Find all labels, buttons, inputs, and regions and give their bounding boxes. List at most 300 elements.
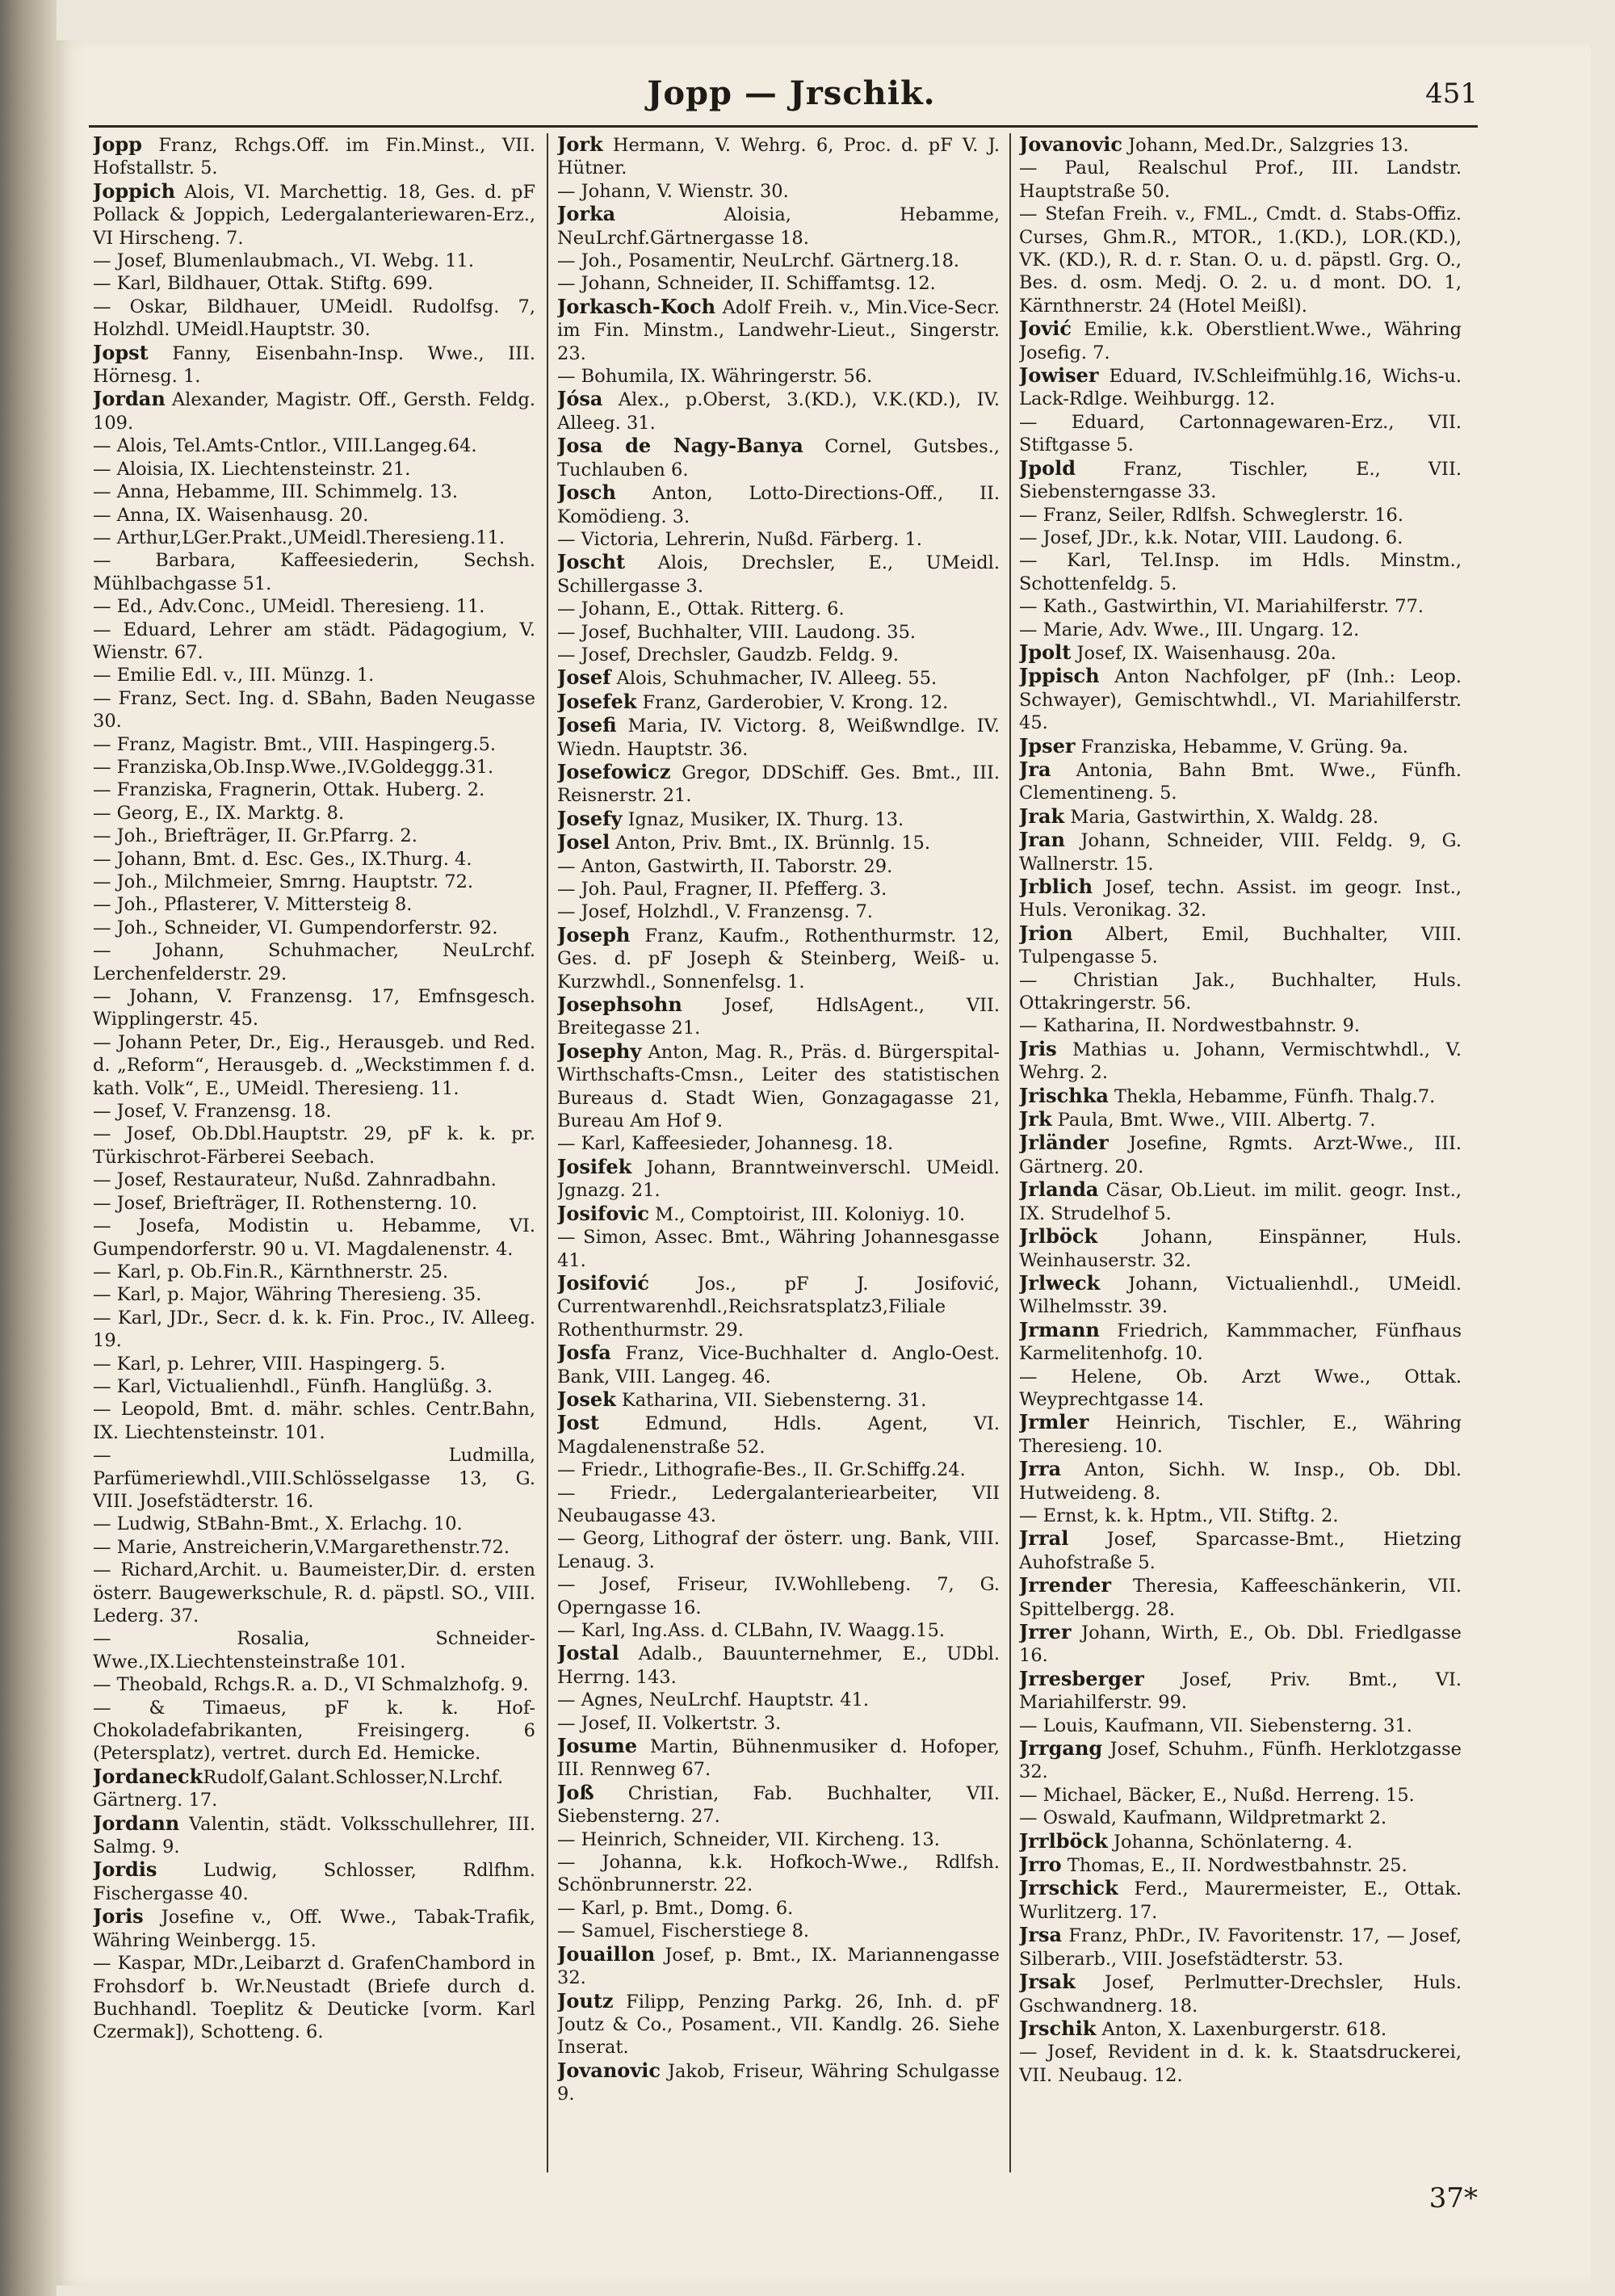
entry-details: — Karl, Bildhauer, Ottak. Stiftg. 699. [93,273,434,295]
directory-entry [557,690,1000,714]
entry-surname: Josefowicz [557,759,671,783]
entry-details: — Josef, Holzhdl., V. Franzensg. 7. [557,901,873,923]
entry-details: — Marie, Adv. Wwe., III. Ungarg. 12. [1019,619,1360,640]
entry-details: Antonia, Bahn Bmt. Wwe., Fünfh. Clementineng. 5. [1019,759,1462,804]
entry-details: — Karl, Tel.Insp. im Hdls. Minstm., Schottenfeldg. 5. [1019,550,1462,594]
entry-details: — Oswald, Kaufmann, Wildpretmarkt 2. [1019,1807,1387,1829]
directory-entry [93,756,535,779]
entry-details: Franz, Garderobier, V. Krong. 12. [636,691,949,713]
directory-entry [1019,549,1462,595]
entry-details: — Katharina, II. Nordwestbahnstr. 9. [1019,1015,1361,1037]
directory-entry [1019,133,1462,157]
directory-entry [557,1226,1000,1272]
directory-entry [557,1388,1000,1412]
entry-details: Anton, Priv. Bmt., IX. Brünnlg. 15. [610,833,931,854]
entry-details: — Karl, p. Major, Währing Theresieng. 35. [93,1284,482,1306]
directory-entry [93,549,535,595]
entry-surname: Jordan [93,387,166,411]
directory-entry [93,180,535,250]
entry-details: Johanna, Schönlaterng. 4. [1107,1831,1353,1853]
entry-details: — Josef, Friseur, IV.Wohllebeng. 7, G. Operngasse 16. [557,1574,1000,1618]
directory-entry [93,1697,535,1765]
entry-details: — Ludmilla, Parfümeriewhdl.,VIII.Schlösselgasse 13, G. VIII. Josefstädterstr. 16. [93,1445,535,1512]
entry-details: — Franziska, Fragnerin, Ottak. Huberg. 2. [93,779,485,801]
entry-surname: Jrral [1019,1526,1069,1551]
directory-entry [93,1100,535,1123]
directory-entry [1019,1715,1462,1737]
entry-details: — Franz, Sect. Ing. d. SBahn, Baden Neugasse 30. [93,687,535,732]
entry-surname: Josefi [557,713,617,737]
entry-details: — Johann, E., Ottak. Ritterg. 6. [557,598,845,620]
entry-surname: Jordis [93,1857,157,1882]
entry-surname: Jork [557,133,603,156]
entry-details: — Aloisia, IX. Liechtensteinstr. 21. [93,458,411,480]
entry-surname: Jovanovic [1019,133,1122,156]
page-number: 451 [1425,78,1478,110]
entry-details: Franziska, Hebamme, V. Grüng. 9a. [1075,736,1408,758]
directory-entry [557,481,1000,528]
directory-entry [557,1712,1000,1735]
directory-entry [1019,411,1462,457]
entry-details: — Louis, Kaufmann, VII. Siebensterng. 31. [1019,1715,1412,1736]
entry-details: — Eduard, Lehrer am städt. Pädagogium, V. Wienstr. 67. [93,619,535,663]
directory-entry [1019,1621,1462,1668]
entry-details: Maria, IV. Victorg. 8, Weißwndlge. IV. Wiedn. Hauptstr. 36. [557,716,1000,760]
entry-surname: Jppisch [1019,664,1100,688]
directory-entry [1019,317,1462,364]
directory-entry [1019,364,1462,411]
entry-details: — Leopold, Bmt. d. mähr. schles. Centr.Bahn, IX. Liechtensteinstr. 101. [93,1399,535,1443]
directory-entry [557,1156,1000,1203]
directory-entry [1019,157,1462,203]
directory-entry [1019,665,1462,734]
entry-surname: Jpser [1019,733,1076,758]
entry-details: — Ernst, k. k. Hptm., VII. Stiftg. 2. [1019,1505,1339,1526]
entry-surname: Josel [557,830,610,854]
entry-surname: Josume [557,1734,637,1758]
directory-entry [557,180,1000,203]
entry-details: Franz, Tischler, E., VII. Siebensterngasse 33. [1019,458,1462,503]
directory-entry [1019,1411,1462,1458]
entry-details: — Josef, Buchhalter, VIII. Laudong. 35. [557,621,917,643]
directory-entry [93,1283,535,1306]
directory-entry [557,993,1000,1040]
directory-entry [557,1527,1000,1573]
entry-details: — Josef, Briefträger, II. Rothensterng. 10. [93,1192,478,1214]
directory-entry [93,133,535,180]
entry-details: Christian, Fab. Buchhalter, VII. Siebensterng. 27. [557,1782,1000,1828]
entry-details: — Joh., Milchmeier, Smrng. Hauptstr. 72. [93,871,474,892]
entry-details: — Johanna, k.k. Hofkoch-Wwe., Rdlfsh. Schönbrunnerstr. 22. [557,1852,1000,1896]
directory-entry [557,1132,1000,1155]
entry-details: — Josefa, Modistin u. Hebamme, VI. Gumpendorferstr. 90 u. VI. Magdalenenstr. 4. [93,1215,535,1260]
entry-surname: Jopp [93,133,142,156]
directory-entry [1019,735,1462,758]
entry-surname: Jrsak [1019,1970,1076,1994]
entry-details: Josef, IX. Waisenhausg. 20a. [1071,642,1336,664]
entry-surname: Josefy [557,806,623,830]
directory-entry [557,1943,1000,1990]
entry-surname: Joppich [93,178,176,203]
entry-details: — Marie, Anstreicherin,V.Margarethenstr.72. [93,1536,510,1558]
directory-entry [557,528,1000,551]
entry-details: — Agnes, NeuLrchf. Hauptstr. 41. [557,1689,870,1711]
directory-entry [93,595,535,618]
directory-entry [1019,1784,1462,1807]
entry-details: Ludwig, Schlosser, Rdlfhm. Fischergasse 40. [93,1860,535,1904]
directory-entry [1019,1924,1462,1971]
entry-surname: Jrk [1019,1107,1052,1131]
entry-details: — Karl, Victualienhdl., Fünfh. Hanglüßg. 3. [93,1375,493,1397]
entry-details: — Theobald, Rchgs.R. a. D., VI Schmalzhofg. 9. [93,1674,529,1696]
directory-entry [557,434,1000,481]
entry-details: — Karl, p. Lehrer, VIII. Haspingerg. 5. [93,1353,446,1375]
entry-details: — Karl, p. Ob.Fin.R., Kärnthnerstr. 25. [93,1261,449,1282]
directory-entry [1019,1085,1462,1108]
directory-entry [557,1990,1000,2059]
directory-entry [557,1619,1000,1642]
directory-entry [93,985,535,1031]
header-rule [89,125,1478,128]
directory-entry [1019,595,1462,618]
directory-entry [557,900,1000,923]
entry-details: Franz, PhDr., IV. Favoritenstr. 17, — Josef, Silberarb., VIII. Josefstädterstr. 53. [1019,1925,1462,1970]
entry-surname: Jović [1019,317,1072,341]
entry-surname: Jrrer [1019,1620,1072,1643]
entry-surname: Joß [557,1780,594,1804]
entry-details: — Paul, Realschul Prof., III. Landstr. Hauptstraße 50. [1019,157,1462,202]
directory-entry [557,1920,1000,1942]
directory-entry [557,296,1000,365]
directory-entry [1019,1108,1462,1131]
directory-entry [557,1203,1000,1226]
entry-details: — Josef, Ob.Dbl.Hauptstr. 29, pF k. k. pr. Türkischrot-Färberei Seebach. [93,1123,535,1168]
entry-details: — Karl, Kaffeesieder, Johannesg. 18. [557,1133,894,1155]
directory-entry [557,203,1000,250]
entry-details: — Arthur,LGer.Prakt.,UMeidl.Theresieng.11. [93,527,505,548]
directory-entry [557,2059,1000,2106]
directory-entry [93,1905,535,1952]
entry-surname: Jrra [1019,1457,1062,1481]
entry-details: — Michael, Bäcker, E., Nußd. Herreng. 15. [1019,1784,1415,1806]
directory-entry [557,1851,1000,1897]
entry-details: — Ed., Adv.Conc., UMeidl. Theresieng. 11. [93,596,485,618]
entry-details: — Victoria, Lehrerin, Nußd. Färberg. 1. [557,528,922,550]
directory-entry [557,1482,1000,1528]
entry-details: — Johann, V. Franzensg. 17, Emfnsgesch. Wipplingerstr. 45. [93,986,535,1030]
directory-entry [1019,758,1462,805]
entry-details: — Franziska,Ob.Insp.Wwe.,IV.Goldeggg.31. [93,756,494,778]
entry-surname: Jpold [1019,455,1076,480]
directory-entry [557,250,1000,272]
entry-details: Valentin, städt. Volksschullehrer, III. Salmg. 9. [93,1813,535,1858]
entry-details: — Karl, Ing.Ass. d. CLBahn, IV. Waagg.15. [557,1620,946,1641]
entry-details: — Josef, Restaurateur, Nußd. Zahnradbahn. [93,1169,497,1191]
entry-surname: Jordann [93,1811,180,1835]
directory-entry [1019,1971,1462,2017]
directory-entry [93,527,535,549]
directory-entry [93,664,535,686]
directory-entry [93,342,535,388]
directory-entry [557,761,1000,808]
entry-details: Josef, p. Bmt., IX. Mariannengasse 32. [557,1944,1000,1989]
directory-entry [93,1031,535,1100]
entry-surname: Jowiser [1019,363,1099,388]
entry-details: — Joh., Schneider, VI. Gumpendorferstr. 92. [93,917,498,938]
directory-entry [557,1828,1000,1851]
entry-details: Anton, Mag. R., Präs. d. Bürgerspital-Wirthschafts-Cmsn., Leiter des statistischen Bureaus d. Stadt Wien, Gonzagagasse 21, Bureau Am Hof 9. [557,1041,1000,1132]
entry-surname: Jrresberger [1019,1666,1144,1690]
entry-details: Aloisia, Hebamme, NeuLrchf.Gärtnergasse 18. [557,204,1000,249]
directory-entry [1019,829,1462,875]
entry-details: — Karl, JDr., Secr. d. k. k. Fin. Proc., IV. Alleeg. 19. [93,1307,535,1352]
entry-details: Cäsar, Ob.Lieut. im milit. geogr. Inst., IX. Strudelhof 5. [1019,1180,1462,1224]
directory-entry [1019,504,1462,527]
directory-entry [1019,1225,1462,1272]
entry-details: Adalb., Bauunternehmer, E., UDbl. Herrng. 143. [557,1643,1000,1688]
entry-details: — Johann Peter, Dr., Eig., Herausgeb. und Red. d. „Reform“, Herausgeb. d. „Weckstimmen f. d. kath. Volk“, E., UMeidl. Theresieng. 11. [93,1031,535,1099]
entry-details: Alois, VI. Marchettig. 18, Ges. d. pF Pollack & Joppich, Ledergalanteriewaren-Erz., VI Hirscheng. 7. [93,181,535,249]
directory-entry [557,551,1000,598]
entry-details: Alexander, Magistr. Off., Gersth. Feldg. 109. [93,389,535,434]
directory-column-1 [93,133,535,2044]
directory-entry [93,1192,535,1215]
entry-surname: Jran [1019,828,1065,852]
entry-details: — Ludwig, StBahn-Bmt., X. Erlachg. 10. [93,1513,463,1535]
entry-details: — Johann, V. Wienstr. 30. [557,180,789,202]
signature-mark: 37* [1428,2182,1478,2214]
entry-details: — Josef, Revident in d. k. k. Staatsdruckerei, VII. Neubaug. 12. [1019,2042,1462,2086]
directory-entry [557,924,1000,993]
directory-entry [1019,2041,1462,2087]
directory-entry [557,1782,1000,1828]
directory-entry [93,871,535,893]
entry-details: Franz, Vice-Buchhalter d. Anglo-Oest. Bank, VIII. Langeg. 46. [557,1343,1000,1387]
directory-entry [1019,619,1462,641]
entry-details: — & Timaeus, pF k. k. Hof-Chokoladefabrikanten, Freisingerg. 6 (Petersplatz), vertret. durch Ed. Hemicke. [93,1697,535,1765]
entry-surname: Joris [93,1904,144,1929]
entry-details: Katharina, VII. Siebensterng. 31. [615,1389,927,1411]
directory-entry [93,917,535,939]
entry-surname: Jrrgang [1019,1736,1103,1761]
entry-details: Eduard, IV.Schleifmühlg.16, Wichs-u. Lack-Rdlge. Weihburgg. 12. [1019,366,1462,410]
directory-entry [557,1573,1000,1619]
directory-entry [557,831,1000,854]
entry-details: — Heinrich, Schneider, VII. Kircheng. 13. [557,1828,940,1850]
entry-details: — Kaspar, MDr.,Leibarzt d. GrafenChambord in Frohsdorf b. Wr.Neustadt (Briefe durch d. Buchhandl. Toeplitz & Deuticke [vorm. Karl Czermak]), Schotteng. 6. [93,1953,535,2043]
entry-details: Alois, Schuhmacher, IV. Alleeg. 55. [610,668,938,690]
directory-entry [1019,922,1462,969]
entry-details: — Anton, Gastwirth, II. Taborstr. 29. [557,855,893,877]
entry-details: Josef, Sparcasse-Bmt., Hietzing Auhofstraße 5. [1019,1529,1462,1573]
entry-details: — Simon, Assec. Bmt., Währing Johannesgasse 41. [557,1227,1000,1271]
entry-surname: Josefek [557,689,637,713]
entry-details: — Samuel, Fischerstiege 8. [557,1920,810,1942]
entry-details: — Franz, Seiler, Rdlfsh. Schweglerstr. 16. [1019,504,1404,526]
entry-details: M., Comptoirist, III. Koloniyg. 10. [649,1203,966,1225]
directory-entry [93,1559,535,1627]
directory-entry [557,1040,1000,1133]
entry-details: Rudolf,Galant.Schlosser,N.Lrchf. Gärtnerg. 17. [93,1766,504,1811]
entry-surname: Jorka [557,202,616,226]
entry-details: — Anna, Hebamme, III. Schimmelg. 13. [93,481,458,503]
directory-entry [1019,641,1462,665]
entry-details: Ferd., Maurermeister, E., Ottak. Wurlitzerg. 17. [1019,1878,1462,1923]
directory-entry [1019,457,1462,504]
directory-entry [93,504,535,527]
entry-surname: Jrrlböck [1019,1828,1108,1853]
entry-details: Anton, Sichh. W. Insp., Ob. Dbl. Hutweideng. 8. [1019,1459,1462,1504]
running-title: Jopp — Jrschik. [647,74,936,112]
directory-entry [93,733,535,756]
directory-entry [557,1341,1000,1388]
entry-surname: Jósa [557,387,603,411]
entry-details: Alex., p.Oberst, 3.(KD.), V.K.(KD.), IV. Alleeg. 31. [557,389,1000,434]
entry-details: — Josef, JDr., k.k. Notar, VIII. Laudong. 6. [1019,527,1403,548]
directory-entry [93,848,535,871]
entry-details: Gregor, DDSchiff. Ges. Bmt., III. Reisnerstr. 21. [557,762,1000,807]
entry-surname: Jorkasch-Koch [557,294,716,318]
entry-surname: Jopst [93,340,149,364]
entry-surname: Jrro [1019,1853,1062,1877]
entry-details: Albert, Emil, Buchhalter, VIII. Tulpengasse 5. [1019,923,1462,968]
entry-details: Josefine v., Off. Wwe., Tabak-Trafik, Währing Weinbergg. 15. [93,1907,535,1951]
directory-entry [93,779,535,801]
directory-entry [1019,1178,1462,1225]
entry-surname: Jrischka [1019,1083,1109,1107]
entry-details: Josef, Schuhm., Fünfh. Herklotzgasse 32. [1019,1739,1462,1783]
entry-surname: Jrrender [1019,1573,1112,1597]
entry-details: Thekla, Hebamme, Fünfh. Thalg.7. [1108,1085,1436,1107]
entry-details: Mathias u. Johann, Vermischtwhdl., V. Wehrg. 2. [1019,1039,1462,1084]
entry-details: Martin, Bühnenmusiker d. Hofoper, III. Rennweg 67. [557,1736,1000,1781]
directory-entry [1019,1366,1462,1412]
entry-surname: Jrlweck [1019,1270,1101,1295]
directory-entry [557,1735,1000,1782]
entry-details: — Georg, Lithograf der österr. ung. Bank, VIII. Lenaug. 3. [557,1528,1000,1572]
entry-surname: Joutz [557,1988,614,2013]
entry-details: Anton Nachfolger, pF (Inh.: Leop. Schwayer), Gemischtwhdl., VI. Mariahilferstr. 45. [1019,666,1462,734]
entry-details: Josef, HdlsAgent., VII. Breitegasse 21. [557,995,1000,1039]
directory-entry [1019,1574,1462,1621]
entry-details: Hermann, V. Wehrg. 6, Proc. d. pF V. J. Hütner. [557,135,1000,179]
entry-details: — Alois, Tel.Amts-Cntlor., VIII.Langeg.64. [93,435,477,457]
directory-entry [93,1215,535,1261]
directory-entry [1019,1272,1462,1319]
entry-details: — Joh. Paul, Fragner, II. Pfefferg. 3. [557,879,887,900]
directory-entry [93,1513,535,1535]
entry-details: — Helene, Ob. Arzt Wwe., Ottak. Weyprechtgasse 14. [1019,1366,1462,1410]
entry-details: Josef, Priv. Bmt., VI. Mariahilferstr. 99. [1019,1668,1462,1714]
entry-surname: Jrlanda [1019,1177,1099,1202]
directory-entry [1019,805,1462,829]
entry-details: — Josef, II. Volkertstr. 3. [557,1712,782,1734]
entry-surname: Jrmler [1019,1410,1089,1434]
entry-details: Maria, Gastwirthin, X. Waldg. 28. [1064,806,1379,828]
directory-entry [557,598,1000,620]
entry-details: Josef, Perlmutter-Drechsler, Huls. Gschwandnerg. 18. [1019,1972,1462,2017]
directory-entry [557,1459,1000,1481]
entry-surname: Jris [1019,1036,1057,1060]
directory-entry [93,939,535,985]
entry-details: — Johann, Schneider, II. Schiffamtsg. 12. [557,273,936,295]
entry-surname: Jrmann [1019,1317,1100,1341]
directory-entry [93,1765,535,1812]
directory-entry [93,619,535,665]
directory-entry [93,1169,535,1191]
directory-entry [93,481,535,503]
entry-surname: Josef [557,665,611,690]
entry-details: — Josef, Blumenlaubmach., VI. Webg. 11. [93,250,475,272]
directory-entry [93,687,535,733]
entry-details: Alois, Drechsler, E., UMeidl. Schillergasse 3. [557,552,1000,597]
entry-details: — Rosalia, Schneider-Wwe.,IX.Liechtensteinstraße 101. [93,1628,535,1673]
entry-details: Paula, Bmt. Wwe., VIII. Albertg. 7. [1051,1110,1376,1131]
entry-surname: Jpolt [1019,640,1072,664]
entry-details: Johann, Wirth, E., Ob. Dbl. Friedlgasse 16. [1019,1622,1462,1667]
directory-entry [93,1375,535,1398]
book-gutter-shadow [0,0,57,2296]
entry-details: Johann, Schneider, VIII. Feldg. 9, G. Wallnerstr. 15. [1019,830,1462,875]
directory-entry [1019,1319,1462,1366]
entry-surname: Jrlböck [1019,1224,1098,1249]
directory-entry [93,250,535,272]
entry-details: Filipp, Penzing Parkg. 26, Inh. d. pF Joutz & Co., Posament., VII. Kandlg. 26. Siehe Inserat. [557,1991,1000,2059]
entry-details: — Joh., Briefträger, II. Gr.Pfarrg. 2. [93,825,417,847]
directory-entry [557,388,1000,434]
directory-entry [557,1689,1000,1711]
entry-surname: Jrak [1019,804,1065,828]
directory-entry [1019,1668,1462,1715]
entry-surname: Jrschik [1019,2016,1097,2040]
entry-surname: Jrblich [1019,875,1093,898]
directory-entry [557,714,1000,761]
directory-entry [93,1261,535,1283]
directory-entry [93,1353,535,1375]
entry-surname: Josch [557,481,616,505]
directory-entry [557,1272,1000,1341]
entry-surname: Josephsohn [557,993,682,1017]
directory-entry [93,802,535,825]
entry-details: — Friedr., Ledergalanteriearbeiter, VII Neubaugasse 43. [557,1482,1000,1526]
directory-entry [557,1642,1000,1689]
directory-entry [1019,1830,1462,1853]
directory-entry [1019,875,1462,922]
entry-details: Josefine, Rgmts. Arzt-Wwe., III. Gärtnerg. 20. [1019,1133,1462,1177]
directory-entry [93,1627,535,1673]
directory-entry [1019,1853,1462,1877]
directory-column-2 [557,133,1000,2106]
directory-entry [93,458,535,481]
entry-details: — Barbara, Kaffeesiederin, Sechsh. Mühlbachgasse 51. [93,550,535,594]
entry-surname: Jrion [1019,921,1073,945]
directory-entry [1019,1131,1462,1178]
directory-entry [557,133,1000,180]
directory-entry [93,1444,535,1513]
entry-details: Johann, Einspänner, Huls. Weinhauserstr. 32. [1019,1227,1462,1271]
entry-surname: Jouaillon [557,1941,656,1966]
entry-details: — Oskar, Bildhauer, UMeidl. Rudolfsg. 7, Holzhdl. UMeidl.Hauptstr. 30. [93,296,535,341]
entry-details: Edmund, Hdls. Agent, VI. Magdalenenstraße 52. [557,1413,1000,1458]
directory-entry [93,1398,535,1444]
directory-entry [1019,1505,1462,1527]
entry-surname: Josek [557,1387,616,1411]
directory-entry [557,878,1000,900]
column-divider [1009,133,1011,2172]
entry-details: Anton, Lotto-Directions-Off., II. Komödieng. 3. [557,483,1000,527]
entry-surname: Jra [1019,757,1051,781]
entry-details: Jos., pF J. Josifović, Currentwarenhdl.,Reichsratsplatz3,Filiale Rothenthurmstr. 29. [557,1273,1000,1341]
